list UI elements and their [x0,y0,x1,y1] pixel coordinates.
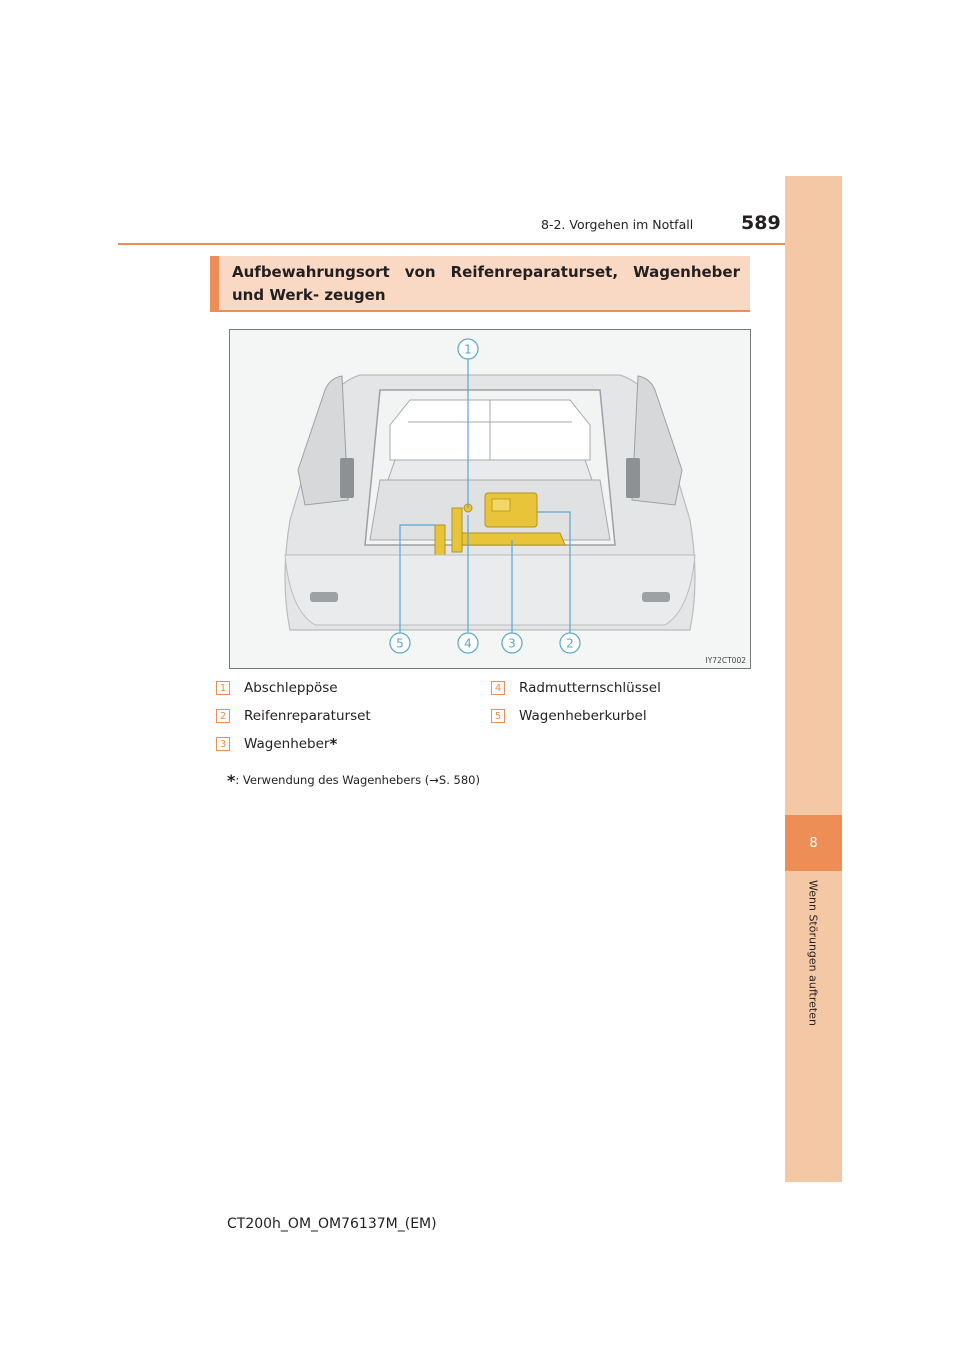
legend-item: 3 Wagenheber * [216,736,337,752]
document-code: CT200h_OM_OM76137M_(EM) [227,1216,437,1232]
chapter-title: Wenn Störungen auftreten [806,880,820,1026]
legend-label: Radmutternschlüssel [519,680,661,696]
trunk-illustration [229,329,751,669]
footnote [227,771,480,790]
callout-1: 1 [464,342,472,357]
heading-accent-bar [210,256,219,310]
footnote-text[interactable]: : Verwendung des Wagenhebers (→S. 580) [235,773,480,787]
left-reflector [340,458,354,498]
legend-number: 3 [216,737,230,751]
legend-item [216,680,338,696]
figure-code: IY72CT002 [705,656,746,665]
legend-item [216,708,371,724]
callout-2: 2 [566,636,574,651]
footnote-star: * [227,771,236,790]
header-rule [118,243,785,245]
legend-label: Reifenreparaturset [244,708,371,724]
callout-5: 5 [396,636,404,651]
chapter-number-tab[interactable]: 8 [785,815,842,871]
jack [455,533,565,545]
page-number: 589 [741,212,781,234]
legend-label: Wagenheberkurbel [519,708,647,724]
legend-item [491,708,647,724]
legend-number: 1 [216,681,230,695]
legend-number: 2 [216,709,230,723]
section-title: 8-2. Vorgehen im Notfall [541,217,694,232]
callout-4: 4 [464,636,472,651]
wrench [452,508,462,552]
section-heading [210,256,750,312]
rear-bumper [285,555,695,625]
callout-3: 3 [508,636,516,651]
car-trunk-drawing [230,330,750,668]
legend-label: Abschleppöse [244,680,338,696]
right-reflector [626,458,640,498]
legend-label: Wagenheber [244,736,330,752]
legend-number: 4 [491,681,505,695]
legend-item [491,680,661,696]
legend-number: 5 [491,709,505,723]
jack-handle [435,525,445,555]
heading-text: Aufbewahrungsort von Reifenreparaturset, Wagenheber und Werk- zeugen [232,263,740,304]
